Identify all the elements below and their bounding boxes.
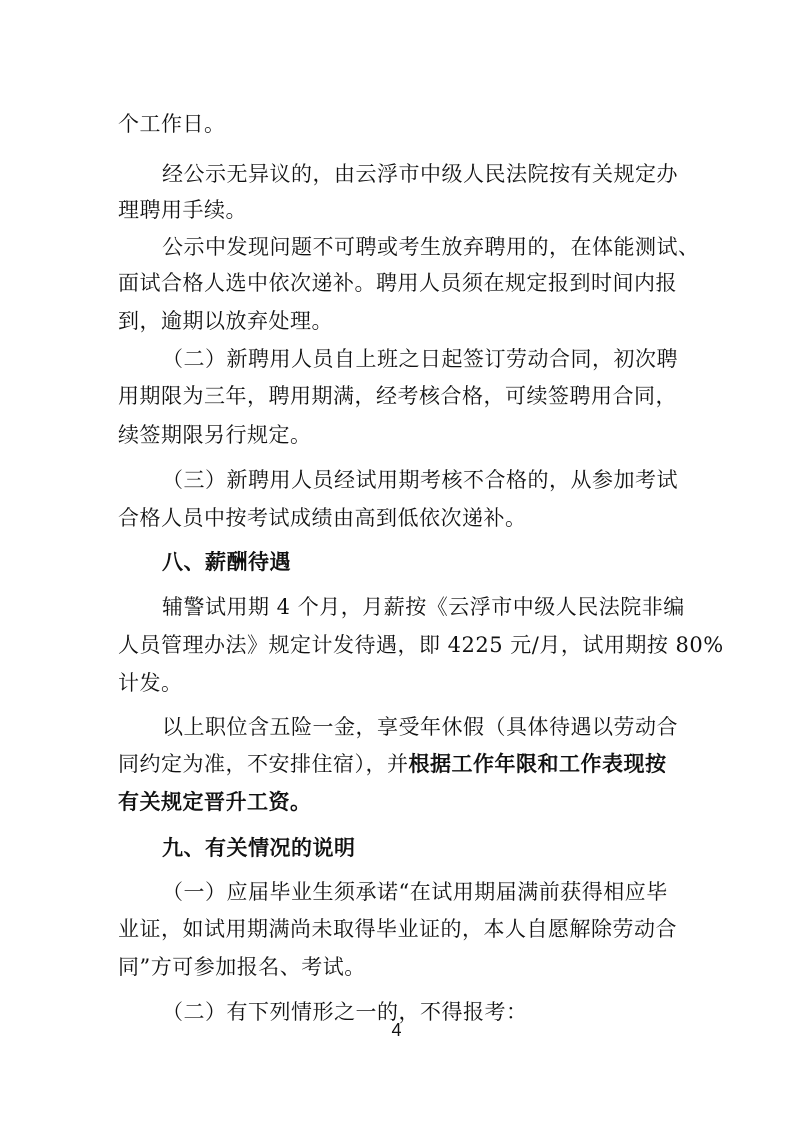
paragraph-line: 公示中发现问题不可聘或考生放弃聘用的，在体能测试、: [162, 235, 700, 259]
paragraph-line: 用期限为三年，聘用期满，经考核合格，可续签聘用合同，: [118, 384, 677, 408]
paragraph-line: 到，逾期以放弃处理。: [118, 309, 333, 333]
paragraph-bold-text: 根据工作年限和工作表现按: [408, 752, 667, 776]
paragraph-line: [118, 749, 678, 779]
paragraph-line: 同”方可参加报名、考试。: [118, 955, 366, 979]
section-heading-salary: 八、薪酬待遇: [162, 550, 291, 574]
paragraph-line: （一）应届毕业生须承诺“在试用期届满前获得相应毕: [162, 880, 668, 904]
paragraph-line: 个工作日。: [118, 112, 226, 136]
paragraph-line: （二）新聘用人员自上班之日起签订劳动合同，初次聘: [162, 347, 678, 371]
paragraph-text: 同约定为准，不安排住宿），并: [118, 752, 409, 776]
paragraph-line: 人员管理办法》规定计发待遇，即 4225 元/月，试用期按 80%: [118, 633, 724, 657]
paragraph-line: 续签期限另行规定。: [118, 423, 312, 447]
page-number: 4: [391, 1020, 402, 1040]
paragraph-line: 以上职位含五险一金，享受年休假（具体待遇以劳动合: [162, 715, 678, 739]
section-heading-notes: 九、有关情况的说明: [162, 836, 356, 860]
paragraph-line: （二）有下列情形之一的，不得报考：: [162, 1000, 528, 1024]
paragraph-line: 经公示无异议的，由云浮市中级人民法院按有关规定办: [162, 162, 678, 186]
paragraph-line-bold: 有关规定晋升工资。: [118, 790, 312, 814]
paragraph-line: 合格人员中按考试成绩由高到低依次递补。: [118, 506, 527, 530]
paragraph-line: 计发。: [118, 671, 183, 695]
paragraph-line: 面试合格人选中依次递补。聘用人员须在规定报到时间内报: [118, 271, 677, 295]
paragraph-line: （三）新聘用人员经试用期考核不合格的，从参加考试: [162, 468, 678, 492]
paragraph-line: 业证，如试用期满尚未取得毕业证的，本人自愿解除劳动合: [118, 917, 677, 941]
paragraph-line: 辅警试用期 4 个月，月薪按《云浮市中级人民法院非编: [162, 595, 685, 619]
paragraph-line: 理聘用手续。: [118, 198, 247, 222]
